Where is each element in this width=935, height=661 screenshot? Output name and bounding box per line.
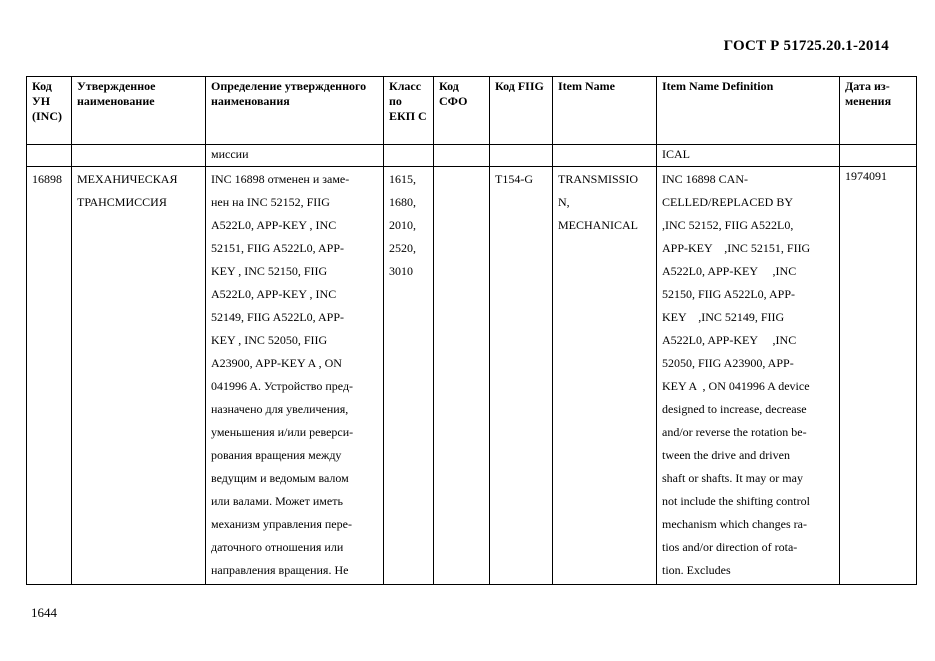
text-line: mechanism which changes ra-	[662, 517, 807, 531]
table-row	[27, 167, 917, 585]
header-change-date: Дата из-менения	[840, 77, 917, 145]
text-line: 1615,	[389, 172, 416, 186]
cell-fiig-code: T154-G	[490, 167, 553, 585]
text-line: A522L0, APP-KEY ,INC	[662, 264, 797, 278]
text-line: tios and/or direction of rota-	[662, 540, 798, 554]
text-line: APP-KEY ,INC 52151, FIIG	[662, 241, 811, 255]
text-line: рования вращения между	[211, 448, 342, 462]
text-line: KEY , INC 52150, FIIG	[211, 264, 328, 278]
text-line: 52050, FIIG A23900, APP-	[662, 356, 794, 370]
text-line: INC 16898 отменен и заме-	[211, 172, 350, 186]
text-line: 3010	[389, 264, 413, 278]
header-approved-name: Утвержденное наименование	[72, 77, 206, 145]
continuation-row	[27, 145, 917, 167]
header-definition: Определение утвержденного наименования	[206, 77, 384, 145]
text-line: tion. Excludes	[662, 563, 731, 577]
header-sfo-code: Код СФО	[434, 77, 490, 145]
text-line: 041996 A. Устройство пред-	[211, 379, 354, 393]
text-line: 52151, FIIG A522L0, APP-	[211, 241, 345, 255]
text-line: N,	[558, 195, 570, 209]
nomenclature-table	[26, 76, 917, 585]
text-line: A522L0, APP-KEY ,INC	[662, 333, 797, 347]
cell-item-name-definition	[657, 167, 840, 585]
text-line: shaft or shafts. It may or may	[662, 471, 803, 485]
text-line: даточного отношения или	[211, 540, 344, 554]
text-line: ,INC 52152, FIIG A522L0,	[662, 218, 794, 232]
text-line: INC 16898 CAN-	[662, 172, 748, 186]
text-line: механизм управления пере-	[211, 517, 352, 531]
text-line: МЕХАНИЧЕСКАЯ	[77, 172, 178, 186]
header-item-name-definition: Item Name Definition	[657, 77, 840, 145]
text-line: tween the drive and driven	[662, 448, 790, 462]
text-line: или валами. Может иметь	[211, 494, 343, 508]
text-line: направления вращения. Не	[211, 563, 349, 577]
text-line: ТРАНСМИССИЯ	[77, 195, 167, 209]
cell-item-name	[553, 167, 657, 585]
standard-designation: ГОСТ Р 51725.20.1-2014	[723, 38, 889, 54]
text-line: 2010,	[389, 218, 416, 232]
cell-approved-name	[72, 167, 206, 585]
text-line: 1680,	[389, 195, 416, 209]
continuation-definition: миссии	[206, 145, 384, 167]
header-ekps-class: Класс по ЕКП С	[384, 77, 434, 145]
text-line: TRANSMISSIO	[558, 172, 639, 186]
text-line: designed to increase, decrease	[662, 402, 807, 416]
continuation-item-name-definition: ICAL	[657, 145, 840, 167]
header-fiig-code: Код FIIG	[490, 77, 553, 145]
text-line: 52149, FIIG A522L0, APP-	[211, 310, 345, 324]
cell-definition	[206, 167, 384, 585]
cell-inc: 16898	[27, 167, 72, 585]
page-number: 1644	[31, 605, 57, 620]
text-line: KEY , INC 52050, FIIG	[211, 333, 328, 347]
text-line: and/or reverse the rotation be-	[662, 425, 807, 439]
cell-change-date: 1974091	[840, 167, 917, 585]
text-line: MECHANICAL	[558, 218, 638, 232]
text-line: KEY A , ON 041996 A device	[662, 379, 810, 393]
text-line: A522L0, APP-KEY , INC	[211, 218, 337, 232]
header-item-name: Item Name	[553, 77, 657, 145]
text-line: KEY ,INC 52149, FIIG	[662, 310, 785, 324]
header-row	[27, 77, 917, 145]
text-line: 2520,	[389, 241, 416, 255]
text-line: 52150, FIIG A522L0, APP-	[662, 287, 796, 301]
text-line: нен на INC 52152, FIIG	[211, 195, 330, 209]
header-inc: Код УН (INC)	[27, 77, 72, 145]
cell-sfo-code	[434, 167, 490, 585]
text-line: A23900, APP-KEY A , ON	[211, 356, 342, 370]
text-line: назначено для увеличения,	[211, 402, 349, 416]
text-line: ведущим и ведомым валом	[211, 471, 349, 485]
text-line: not include the shifting control	[662, 494, 810, 508]
text-line: A522L0, APP-KEY , INC	[211, 287, 337, 301]
cell-ekps-class	[384, 167, 434, 585]
text-line: CELLED/REPLACED BY	[662, 195, 793, 209]
text-line: уменьшения и/или реверси-	[211, 425, 354, 439]
